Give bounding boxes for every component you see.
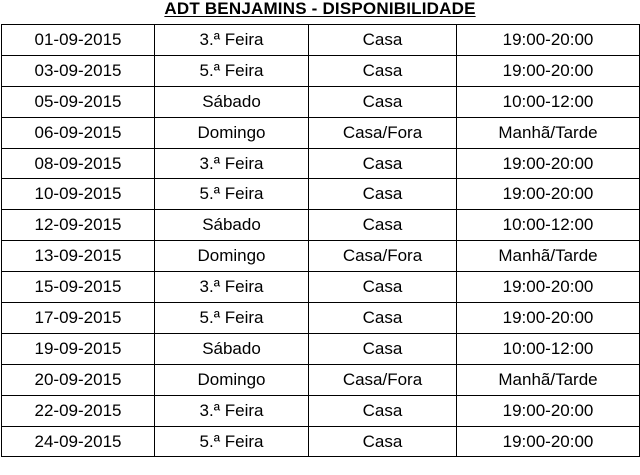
date-cell: 12-09-2015 (2, 210, 155, 241)
table-row (2, 426, 640, 457)
location-cell: Casa/Fora (309, 117, 457, 148)
time-cell: 19:00-20:00 (457, 25, 640, 56)
table-row (2, 148, 640, 179)
date-cell: 10-09-2015 (2, 179, 155, 210)
weekday-cell: 5.ª Feira (155, 303, 309, 334)
weekday-cell: 5.ª Feira (155, 426, 309, 457)
time-cell: 19:00-20:00 (457, 303, 640, 334)
table-row (2, 333, 640, 364)
time-cell: 10:00-12:00 (457, 333, 640, 364)
weekday-cell: 5.ª Feira (155, 179, 309, 210)
table-row (2, 395, 640, 426)
time-cell: 19:00-20:00 (457, 148, 640, 179)
weekday-cell: Sábado (155, 86, 309, 117)
location-cell: Casa (309, 55, 457, 86)
location-cell: Casa (309, 426, 457, 457)
table-row (2, 55, 640, 86)
table-row (2, 86, 640, 117)
date-cell: 06-09-2015 (2, 117, 155, 148)
location-cell: Casa (309, 25, 457, 56)
time-cell: Manhã/Tarde (457, 241, 640, 272)
location-cell: Casa (309, 303, 457, 334)
weekday-cell: 3.ª Feira (155, 395, 309, 426)
location-cell: Casa/Fora (309, 364, 457, 395)
time-cell: 10:00-12:00 (457, 86, 640, 117)
location-cell: Casa (309, 148, 457, 179)
location-cell: Casa (309, 210, 457, 241)
page-title: ADT BENJAMINS - DISPONIBILIDADE (164, 0, 476, 18)
location-cell: Casa (309, 86, 457, 117)
weekday-cell: 5.ª Feira (155, 55, 309, 86)
table-row (2, 25, 640, 56)
location-cell: Casa (309, 395, 457, 426)
location-cell: Casa (309, 179, 457, 210)
date-cell: 24-09-2015 (2, 426, 155, 457)
time-cell: 19:00-20:00 (457, 179, 640, 210)
table-row (2, 241, 640, 272)
weekday-cell: Domingo (155, 117, 309, 148)
location-cell: Casa (309, 272, 457, 303)
table-row (2, 179, 640, 210)
time-cell: 19:00-20:00 (457, 272, 640, 303)
date-cell: 08-09-2015 (2, 148, 155, 179)
table-row (2, 210, 640, 241)
date-cell: 05-09-2015 (2, 86, 155, 117)
schedule-table-body (2, 25, 640, 457)
weekday-cell: 3.ª Feira (155, 25, 309, 56)
time-cell: Manhã/Tarde (457, 364, 640, 395)
table-row (2, 364, 640, 395)
time-cell: 19:00-20:00 (457, 395, 640, 426)
location-cell: Casa (309, 333, 457, 364)
location-cell: Casa/Fora (309, 241, 457, 272)
weekday-cell: Domingo (155, 364, 309, 395)
weekday-cell: 3.ª Feira (155, 272, 309, 303)
time-cell: 19:00-20:00 (457, 55, 640, 86)
date-cell: 19-09-2015 (2, 333, 155, 364)
table-row (2, 117, 640, 148)
time-cell: Manhã/Tarde (457, 117, 640, 148)
table-row (2, 303, 640, 334)
time-cell: 10:00-12:00 (457, 210, 640, 241)
weekday-cell: Sábado (155, 333, 309, 364)
date-cell: 22-09-2015 (2, 395, 155, 426)
table-row (2, 272, 640, 303)
date-cell: 13-09-2015 (2, 241, 155, 272)
date-cell: 03-09-2015 (2, 55, 155, 86)
date-cell: 15-09-2015 (2, 272, 155, 303)
schedule-table (1, 24, 640, 457)
time-cell: 19:00-20:00 (457, 426, 640, 457)
weekday-cell: Domingo (155, 241, 309, 272)
weekday-cell: 3.ª Feira (155, 148, 309, 179)
weekday-cell: Sábado (155, 210, 309, 241)
date-cell: 17-09-2015 (2, 303, 155, 334)
date-cell: 20-09-2015 (2, 364, 155, 395)
date-cell: 01-09-2015 (2, 25, 155, 56)
